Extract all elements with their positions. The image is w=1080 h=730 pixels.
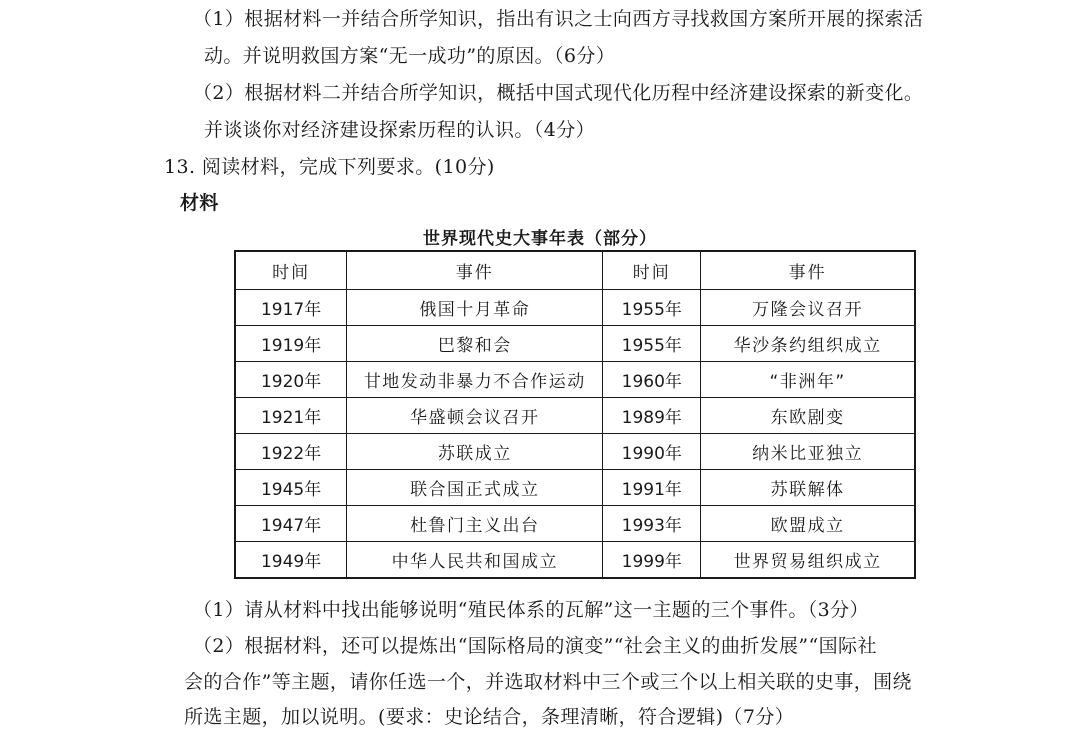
- table-row: [235, 326, 915, 362]
- header-time: 时间: [603, 251, 701, 290]
- table-row: [235, 542, 915, 579]
- material-label: 材料: [180, 192, 219, 214]
- event-cell: 俄国十月革命: [347, 290, 603, 326]
- year-cell: 1993年: [603, 506, 701, 542]
- table-row: [235, 470, 915, 506]
- event-cell: 苏联成立: [347, 434, 603, 470]
- event-cell: 东欧剧变: [701, 398, 915, 434]
- table-row: [235, 362, 915, 398]
- q13-title: 13. 阅读材料，完成下列要求。(10分): [164, 156, 495, 178]
- year-cell: 1960年: [603, 362, 701, 398]
- event-cell: 万隆会议召开: [701, 290, 915, 326]
- event-cell: 杜鲁门主义出台: [347, 506, 603, 542]
- header-time: 时间: [235, 251, 347, 290]
- q13-sub1: （1）请从材料中找出能够说明“殖民体系的瓦解”这一主题的三个事件。（3分）: [193, 599, 869, 621]
- table-caption: 世界现代史大事年表（部分）: [423, 229, 657, 249]
- year-cell: 1919年: [235, 326, 347, 362]
- event-cell: 纳米比亚独立: [701, 434, 915, 470]
- q13-sub2-line1: （2）根据材料，还可以提炼出“国际格局的演变”“社会主义的曲折发展”“国际社: [193, 635, 877, 657]
- event-cell: 世界贸易组织成立: [701, 542, 915, 579]
- event-cell: 巴黎和会: [347, 326, 603, 362]
- year-cell: 1990年: [603, 434, 701, 470]
- event-cell: 中华人民共和国成立: [347, 542, 603, 579]
- header-event: 事件: [347, 251, 603, 290]
- year-cell: 1955年: [603, 326, 701, 362]
- year-cell: 1999年: [603, 542, 701, 579]
- table-row: [235, 506, 915, 542]
- event-cell: “非洲年”: [701, 362, 915, 398]
- year-cell: 1921年: [235, 398, 347, 434]
- q13-sub2-line2: 会的合作”等主题，请你任选一个，并选取材料中三个或三个以上相关联的史事，围绕: [184, 671, 912, 693]
- event-cell: 苏联解体: [701, 470, 915, 506]
- q13-sub2-line3: 所选主题，加以说明。(要求：史论结合，条理清晰，符合逻辑)（7分）: [184, 706, 795, 728]
- table-row: [235, 398, 915, 434]
- event-cell: 欧盟成立: [701, 506, 915, 542]
- table-header-row: [235, 251, 915, 290]
- year-cell: 1991年: [603, 470, 701, 506]
- year-cell: 1949年: [235, 542, 347, 579]
- q12-part2-line1: （2）根据材料二并结合所学知识，概括中国式现代化历程中经济建设探索的新变化。: [193, 82, 924, 104]
- event-cell: 华沙条约组织成立: [701, 326, 915, 362]
- year-cell: 1945年: [235, 470, 347, 506]
- event-cell: 华盛顿会议召开: [347, 398, 603, 434]
- q12-part1-line1: （1）根据材料一并结合所学知识，指出有识之士向西方寻找救国方案所开展的探索活: [193, 8, 924, 30]
- event-table: [234, 250, 916, 579]
- year-cell: 1947年: [235, 506, 347, 542]
- table-row: [235, 290, 915, 326]
- event-cell: 甘地发动非暴力不合作运动: [347, 362, 603, 398]
- year-cell: 1989年: [603, 398, 701, 434]
- year-cell: 1955年: [603, 290, 701, 326]
- year-cell: 1917年: [235, 290, 347, 326]
- q12-part1-line2: 动。并说明救国方案“无一成功”的原因。（6分）: [204, 45, 616, 67]
- q12-part2-line2: 并谈谈你对经济建设探索历程的认识。（4分）: [204, 119, 595, 141]
- event-cell: 联合国正式成立: [347, 470, 603, 506]
- year-cell: 1920年: [235, 362, 347, 398]
- table-row: [235, 434, 915, 470]
- header-event: 事件: [701, 251, 915, 290]
- year-cell: 1922年: [235, 434, 347, 470]
